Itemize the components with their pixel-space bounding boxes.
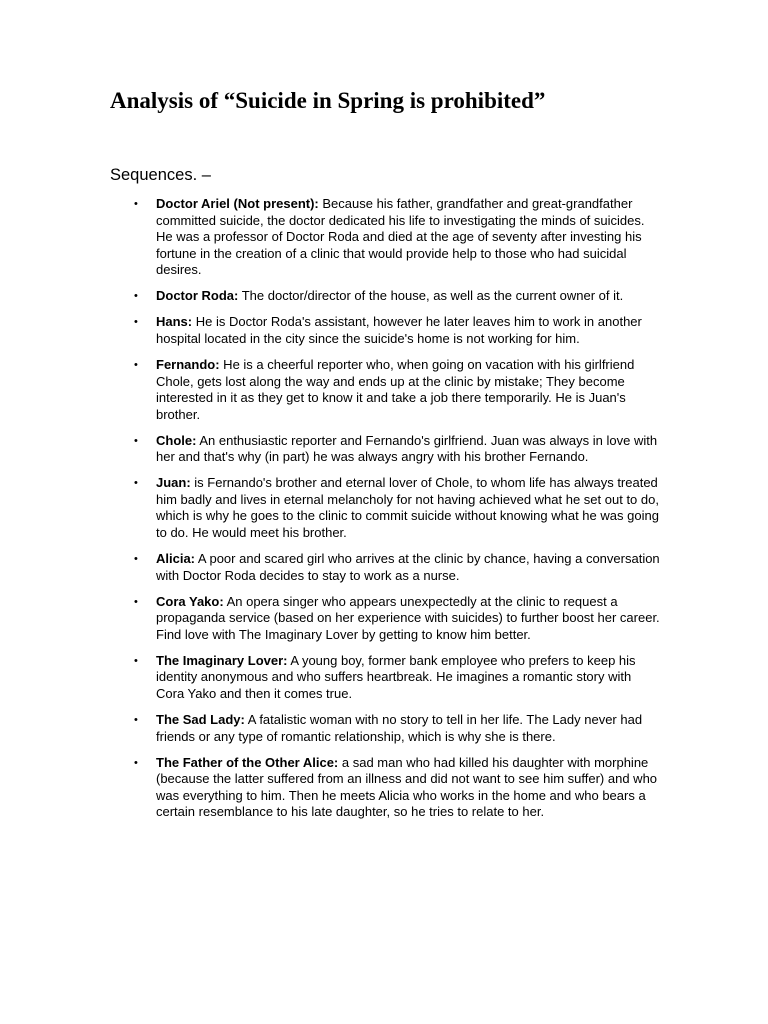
bullet-icon: • [134,198,138,210]
character-name: The Sad Lady: [156,711,245,727]
list-item [134,356,661,423]
list-item [134,754,661,821]
character-description: is Fernando's brother and eternal lover of Chole, to whom life has always treated him badly and lives in eternal melancholy for not having achieved what he set out to do, which is why he goes to the clinic to commit suicide without knowing what he was going to do. He would meet his brother. [156,475,659,541]
list-item [134,551,661,584]
bullet-icon: • [134,290,138,303]
list-item [134,288,661,305]
character-description: Because his father, grandfather and great-grandfather committed suicide, the doctor dedicated his life to investigating the minds of suicides. He was a professor of Doctor Roda and died at the age of seventy after investing his fortune in the creation of a clinic that would provide help to those who had suicidal desires. [156,196,645,278]
bullet-icon: • [134,756,138,769]
list-item [134,196,661,279]
character-description: An enthusiastic reporter and Fernando's girlfriend. Juan was always in love with her and that's why (in part) he was always angry with his brother Fernando. [156,432,658,465]
bullet-icon: • [134,477,138,490]
character-name: Juan: [156,475,191,491]
list-item [134,314,661,347]
list-item [134,432,661,466]
character-name: The Imaginary Lover: [156,652,288,668]
section-heading: Sequences. – [110,166,211,184]
character-name: Hans: [156,314,193,330]
document-title: Analysis of “Suicide in Spring is prohibited” [110,88,546,113]
character-name: Cora Yako: [156,593,224,609]
character-name: Chole: [156,432,197,448]
bullet-icon: • [134,316,138,329]
bullet-icon: • [134,434,138,447]
character-name: Alicia: [156,551,196,567]
character-name: Doctor Ariel (Not present): [156,196,319,211]
character-description: A young boy, former bank employee who prefers to keep his identity anonymous and who suffers heartbreak. He imagines a romantic story with Cora Yako and then it comes true. [156,652,636,701]
bullet-icon: • [134,713,138,726]
character-name: Fernando: [156,356,220,372]
character-name: Doctor Roda: [156,288,239,304]
bullet-icon: • [134,654,138,667]
character-description: A poor and scared girl who arrives at the clinic by chance, having a conversation with Doctor Roda decides to stay to work as a nurse. [156,551,660,583]
character-description: A fatalistic woman with no story to tell in her life. The Lady never had friends or any type of romantic relationship, which is why she is there. [156,711,643,744]
character-description: He is a cheerful reporter who, when going on vacation with his girlfriend Chole, gets lost along the way and ends up at the clinic by mistake; They become interested in it as they get to know it and take a job there temporarily. He is Juan's brother. [156,356,635,422]
bullet-icon: • [134,553,138,566]
character-description: The doctor/director of the house, as well as the current owner of it. [238,288,624,304]
list-item [134,652,661,703]
character-description: a sad man who had killed his daughter with morphine (because the latter suffered from an illness and did not want to see him suffer) and who was everything to him. Then he meets Alicia who works in the home and who bears a certain resemblance to his late daughter, so he tries to relate to her. [156,754,658,820]
bullet-icon: • [134,595,138,608]
character-list [134,196,661,830]
character-description: He is Doctor Roda's assistant, however he later leaves him to work in another hospital located in the city since the suicide's home is not working for him. [156,314,642,346]
character-name: The Father of the Other Alice: [156,754,339,770]
list-item [134,593,661,644]
list-item [134,475,661,541]
bullet-icon: • [134,358,138,371]
list-item [134,711,661,745]
character-description: An opera singer who appears unexpectedly at the clinic to request a propaganda service (based on her experience with suicides) to further boost her career. Find love with The Imaginary Lover by getting to know him better. [156,593,660,642]
